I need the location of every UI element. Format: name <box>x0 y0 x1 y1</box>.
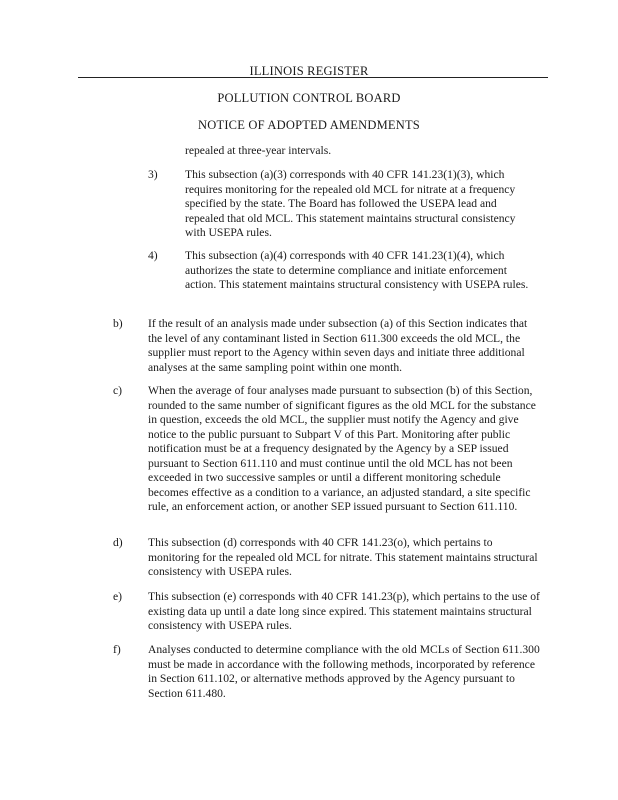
board-name: POLLUTION CONTROL BOARD <box>217 91 401 105</box>
notice-title: NOTICE OF ADOPTED AMENDMENTS <box>198 118 420 132</box>
section-d-text: This subsection (d) corresponds with 40 CFR 141.23(o), which pertains to monitoring for the repealed old MCL for nitrate. This statement maintains structural consistency with USEPA rules. <box>148 536 538 578</box>
continuation-text: repealed at three-year intervals. <box>185 144 332 157</box>
section-c-text: When the average of four analyses made pursuant to subsection (b) of this Section, rounded to the same number of significant figures as the old MCL for the substance in question, exceeds the old MCL, the supplier must notify the Agency and give notice to the public pursuant to Subpart V of this Part. Monitoring after public notification must be at a frequency designated by the Agency by a SEP issued pursuant to Section 611.110 and must continue until the old MCL has not been exceeded in two successive samples or until a different monitoring schedule becomes effective as a condition to a variance, an adjusted standard, a site specific rule, an enforcement action, or another SEP issued pursuant to Section 611.110. <box>148 384 536 513</box>
item-3-label: 3) <box>148 168 158 181</box>
section-b-label: b) <box>113 317 123 330</box>
section-e-label: e) <box>113 590 123 603</box>
item-4-text: This subsection (a)(4) corresponds with 40 CFR 141.23(1)(4), which authorizes the state to determine compliance and initiate enforcement action. This statement maintains structural consistency with USEPA rules. <box>185 249 529 291</box>
header-rule <box>78 77 548 78</box>
register-title: ILLINOIS REGISTER <box>249 64 369 78</box>
section-e-text: This subsection (e) corresponds with 40 CFR 141.23(p), which pertains to the use of existing data up until a date long since expired. This statement maintains structural consistency with USEPA rules. <box>148 590 540 632</box>
section-f-label: f) <box>113 643 121 656</box>
section-b-text: If the result of an analysis made under subsection (a) of this Section indicates that the level of any contaminant listed in Section 611.300 exceeds the old MCL, the supplier must report to the Agency within seven days and initiate three additional analyses at the same sampling point within one month. <box>148 317 528 374</box>
item-3-text: This subsection (a)(3) corresponds with 40 CFR 141.23(1)(3), which requires monitoring for the repealed old MCL for nitrate at a frequency specified by the state. The Board has followed the USEPA lead and repealed that old MCL. This statement maintains structural consistency with USEPA rules. <box>185 168 516 239</box>
section-f-text: Analyses conducted to determine compliance with the old MCLs of Section 611.300 must be made in accordance with the following methods, incorporated by reference in Section 611.102, or alternative methods approved by the Agency pursuant to Section 611.480. <box>148 643 540 700</box>
item-4-label: 4) <box>148 249 158 262</box>
section-c-label: c) <box>113 384 123 397</box>
section-d-label: d) <box>113 536 123 549</box>
